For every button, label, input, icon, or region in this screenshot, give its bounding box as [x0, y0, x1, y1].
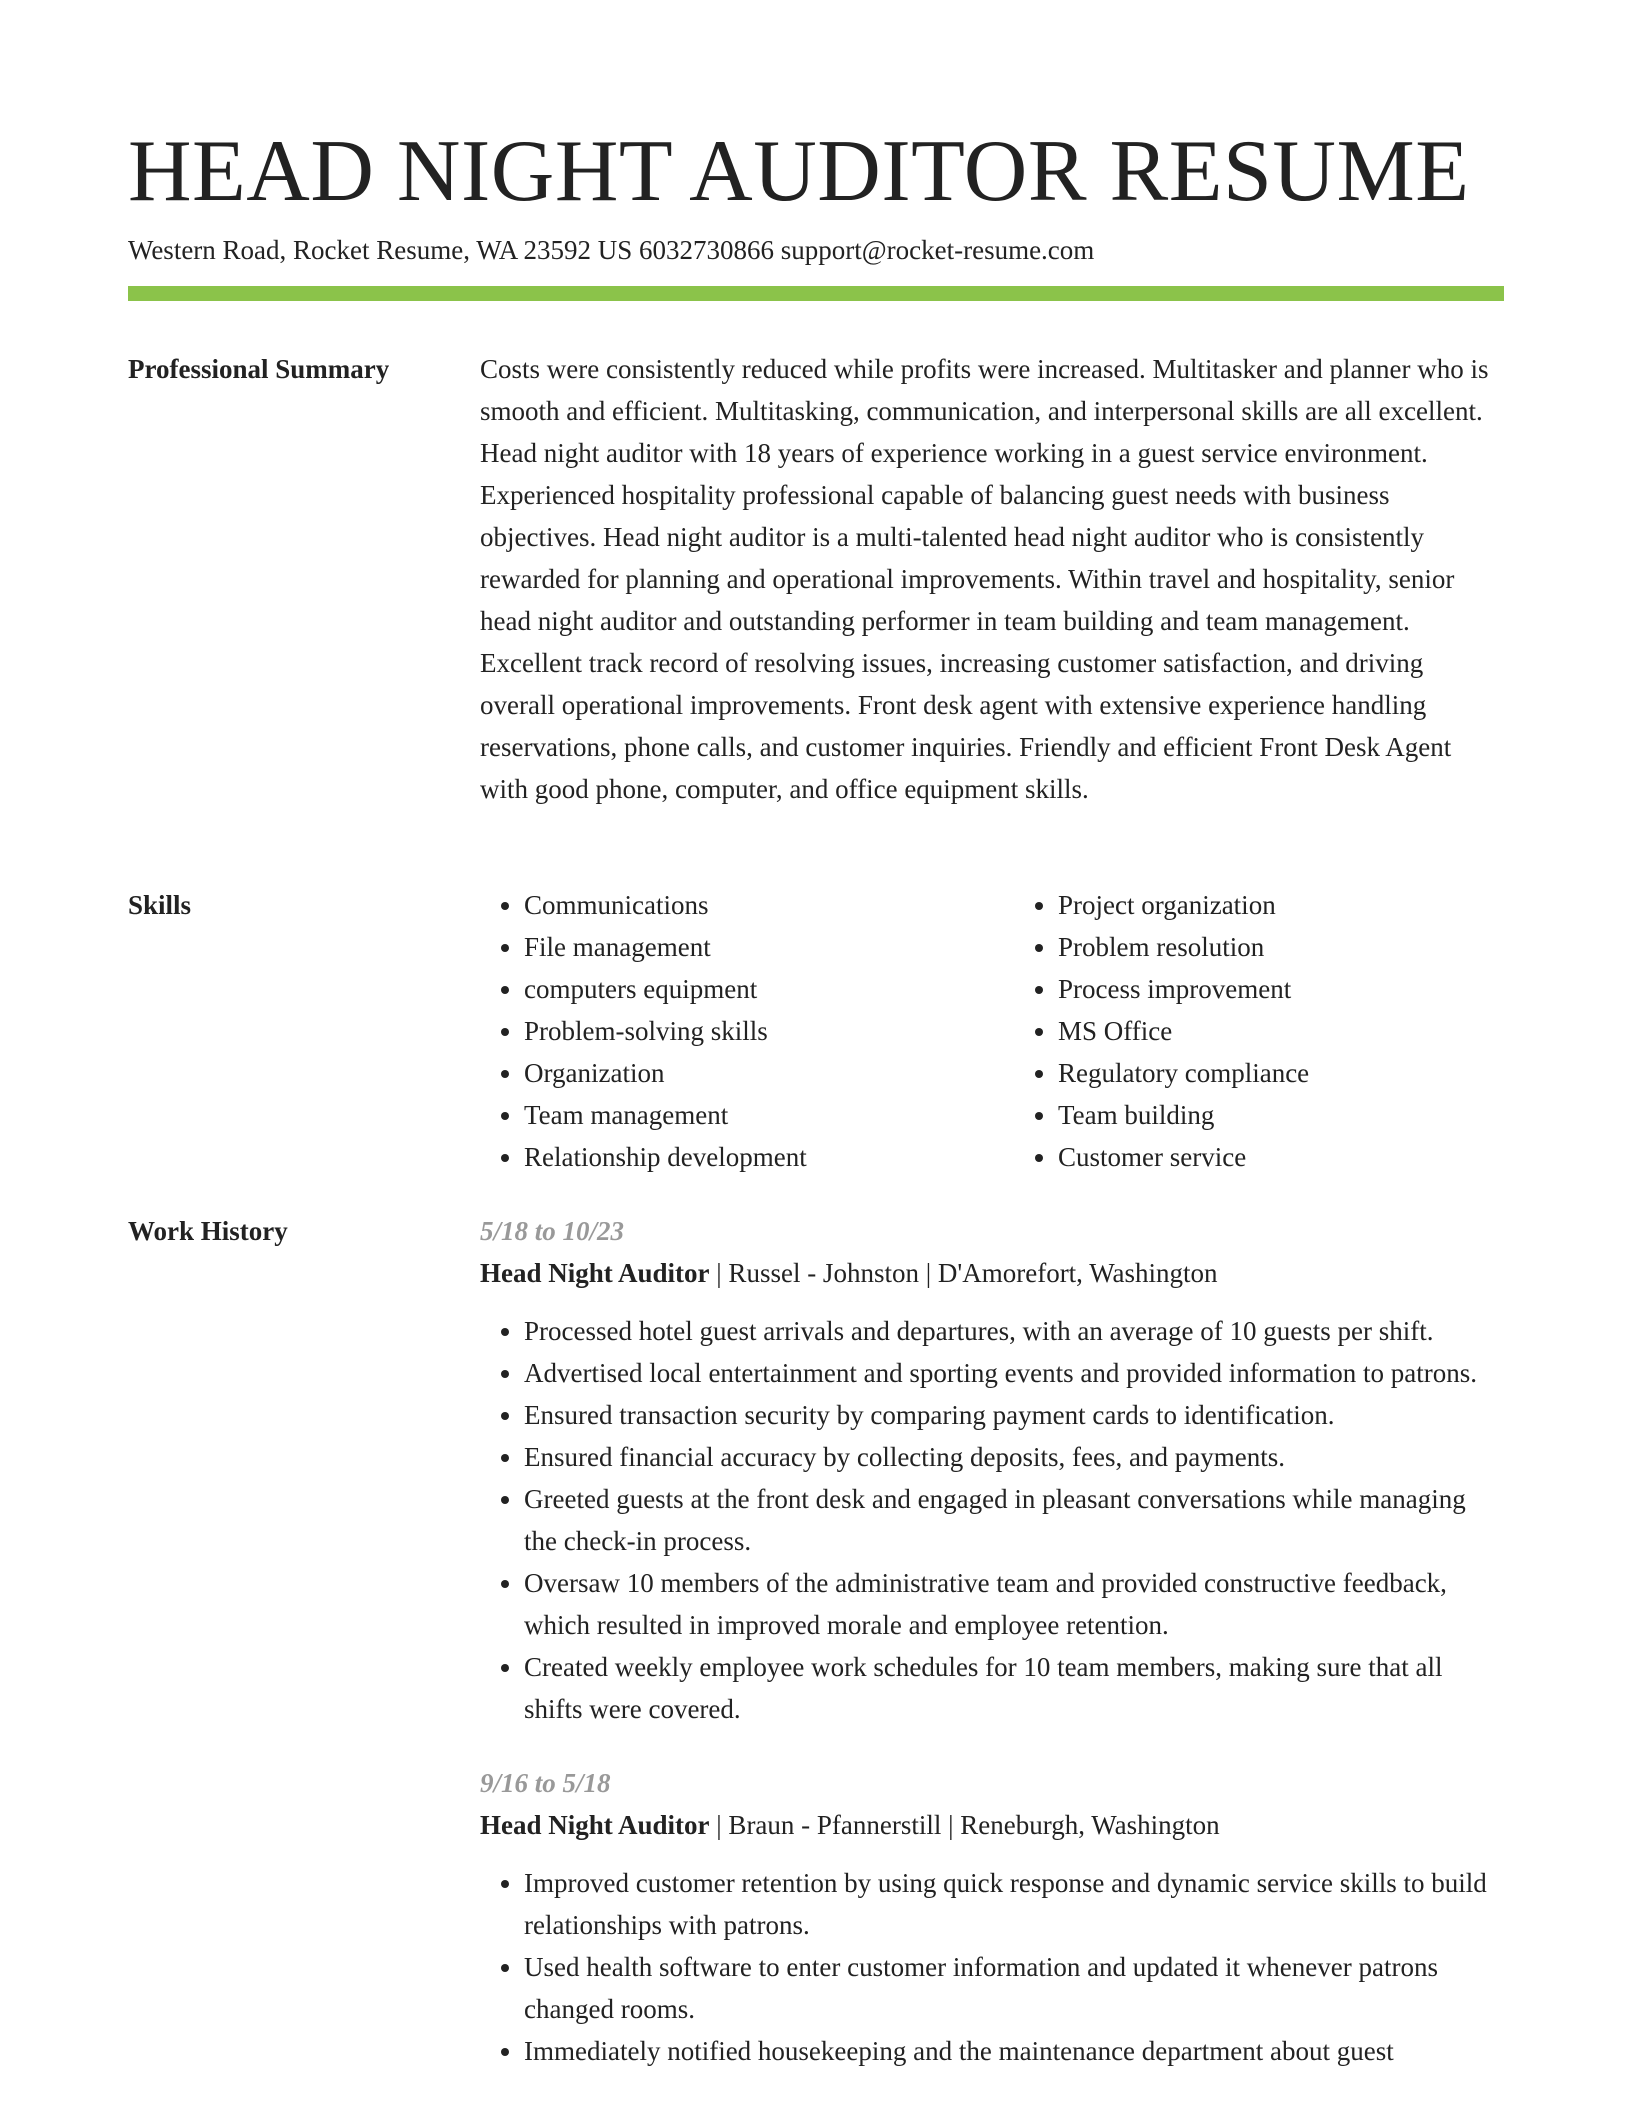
page-title: HEAD NIGHT AUDITOR RESUME: [128, 123, 1470, 220]
job-dates: 5/18 to 10/23: [480, 1216, 625, 1246]
job-bullet: • Used health software to enter customer information and updated it whenever patrons changed rooms.: [524, 1946, 1504, 2030]
job-dates: 9/16 to 5/18: [480, 1768, 611, 1798]
job-bullet: • Advertised local entertainment and sporting events and provided information to patrons.: [524, 1352, 1504, 1394]
job-bullet: • Immediately notified housekeeping and the maintenance department about guest: [524, 2030, 1504, 2072]
skill-item: • Relationship development: [524, 1136, 970, 1178]
skill-item: • Problem-solving skills: [524, 1010, 970, 1052]
job-bullet: • Improved customer retention by using quick response and dynamic service skills to build relationships with patrons.: [524, 1862, 1504, 1946]
skill-item: • Project organization: [1058, 884, 1504, 926]
summary-text: Costs were consistently reduced while profits were increased. Multitasker and planner who is smooth and efficient. Multitasking, communication, and interpersonal skills are all excellent. Head night auditor with 18 years of experience working in a guest service environment. Experienced hospitality professional capable of balancing guest needs with business objectives. Head night auditor is a multi-talented head night auditor who is consistently rewarded for planning and operational improvements. Within travel and hospitality, senior head night auditor and outstanding performer in team building and team management. Excellent track record of resolving issues, increasing customer satisfaction, and driving overall operational improvements. Front desk agent with extensive experience handling reservations, phone calls, and customer inquiries. Friendly and efficient Front Desk Agent with good phone, computer, and office equipment skills.: [480, 354, 1489, 804]
skills-left-list: [480, 884, 970, 1178]
job-details: | Russel - Johnston | D'Amorefort, Washington: [709, 1258, 1218, 1288]
contact-line: Western Road, Rocket Resume, WA 23592 US 6032730866 support@rocket-resume.com: [128, 235, 1095, 265]
skill-item: • MS Office: [1058, 1010, 1504, 1052]
summary-heading: Professional Summary: [128, 354, 390, 384]
job-bullet: • Greeted guests at the front desk and engaged in pleasant conversations while managing the check-in process.: [524, 1478, 1504, 1562]
job-bullet: • Ensured financial accuracy by collecting deposits, fees, and payments.: [524, 1436, 1504, 1478]
skill-item: • Communications: [524, 884, 970, 926]
job-title: Head Night Auditor: [480, 1258, 710, 1288]
skill-item: • Regulatory compliance: [1058, 1052, 1504, 1094]
skill-item: • Organization: [524, 1052, 970, 1094]
skill-item: • Process improvement: [1058, 968, 1504, 1010]
job-bullets: [480, 1310, 1504, 1730]
skill-item: • Team building: [1058, 1094, 1504, 1136]
skill-item: • Problem resolution: [1058, 926, 1504, 968]
job-bullets: [480, 1862, 1504, 2072]
skill-item: • computers equipment: [524, 968, 970, 1010]
job-entry: [480, 1210, 1504, 1730]
job-bullet: • Processed hotel guest arrivals and departures, with an average of 10 guests per shift.: [524, 1310, 1504, 1352]
job-bullet: • Oversaw 10 members of the administrative team and provided constructive feedback, which resulted in improved morale and employee retention.: [524, 1562, 1504, 1646]
job-heading: [480, 1252, 1504, 1294]
skill-item: • Team management: [524, 1094, 970, 1136]
job-bullet: • Created weekly employee work schedules for 10 team members, making sure that all shifts were covered.: [524, 1646, 1504, 1730]
skill-item: • Customer service: [1058, 1136, 1504, 1178]
job-details: | Braun - Pfannerstill | Reneburgh, Washington: [709, 1810, 1220, 1840]
job-entry: [480, 1762, 1504, 2072]
header-divider: [128, 286, 1504, 301]
skill-item: • File management: [524, 926, 970, 968]
skills-right-list: [1014, 884, 1504, 1178]
work-history-heading: Work History: [128, 1216, 288, 1246]
job-bullet: • Ensured transaction security by comparing payment cards to identification.: [524, 1394, 1504, 1436]
job-title: Head Night Auditor: [480, 1810, 710, 1840]
skills-heading: Skills: [128, 890, 192, 920]
job-heading: [480, 1804, 1504, 1846]
